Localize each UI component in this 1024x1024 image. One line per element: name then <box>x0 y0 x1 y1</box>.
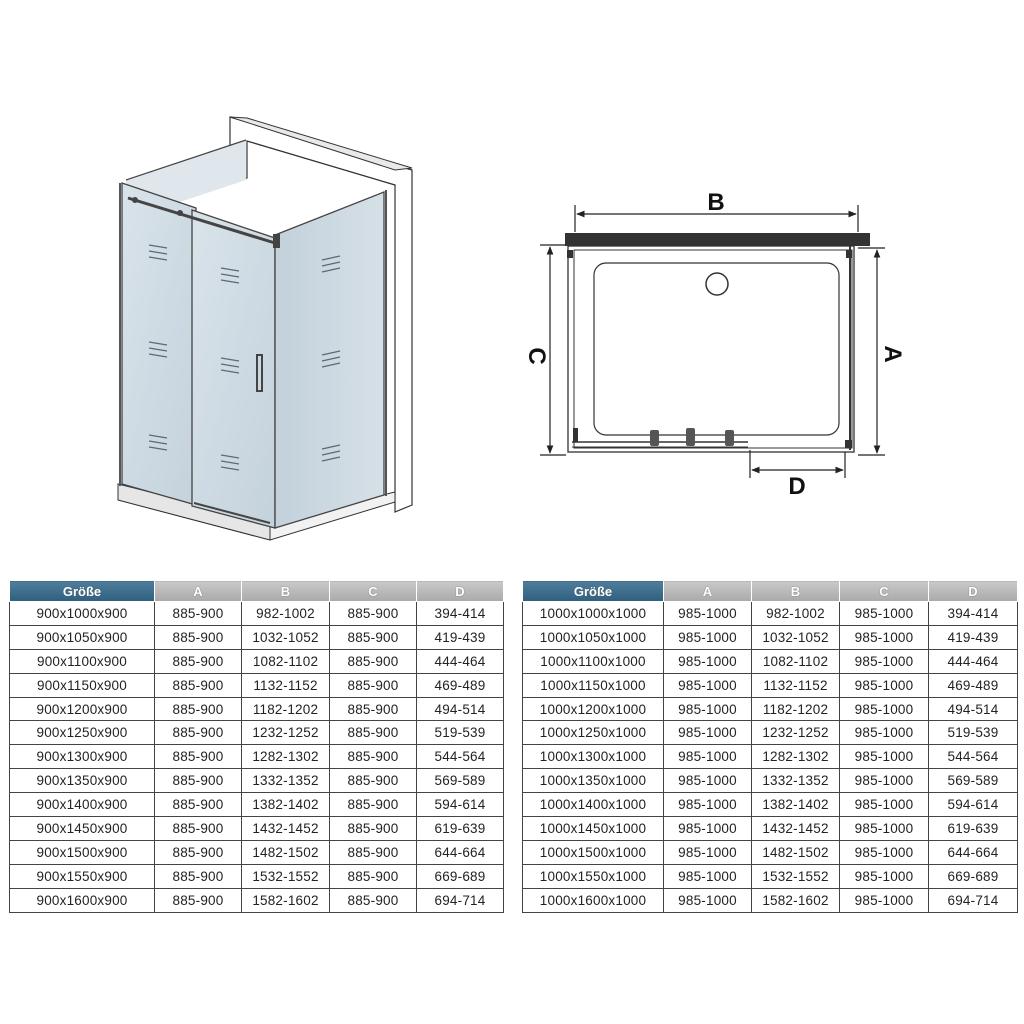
header-cell-a: A <box>155 581 242 602</box>
table-cell: 885-900 <box>155 817 242 841</box>
table-cell: 594-614 <box>417 793 504 817</box>
table-body <box>523 602 1018 913</box>
header-cell-c: C <box>840 581 929 602</box>
table-cell: 885-900 <box>330 840 417 864</box>
table-cell: 1232-1252 <box>752 721 840 745</box>
table-cell: 900x1350x900 <box>10 769 155 793</box>
table-cell: 1332-1352 <box>242 769 330 793</box>
table-cell: 1000x1500x1000 <box>523 840 664 864</box>
table-row <box>10 673 504 697</box>
table-body <box>10 602 504 913</box>
table-cell: 900x1100x900 <box>10 649 155 673</box>
roller <box>177 210 183 216</box>
table-cell: 1000x1200x1000 <box>523 697 664 721</box>
table-cell: 985-1000 <box>840 769 929 793</box>
table-cell: 1032-1052 <box>242 625 330 649</box>
table-cell: 885-900 <box>155 649 242 673</box>
table-cell: 885-900 <box>155 673 242 697</box>
header-cell-b: B <box>242 581 330 602</box>
table-cell: 1482-1502 <box>752 840 840 864</box>
table-cell: 885-900 <box>155 602 242 626</box>
table-cell: 885-900 <box>330 649 417 673</box>
table-cell: 1000x1250x1000 <box>523 721 664 745</box>
table-cell: 1232-1252 <box>242 721 330 745</box>
table-cell: 885-900 <box>155 625 242 649</box>
table-cell: 1282-1302 <box>242 745 330 769</box>
table-row <box>10 769 504 793</box>
table-cell: 900x1550x900 <box>10 864 155 888</box>
table-cell: 885-900 <box>330 625 417 649</box>
header-cell-d: D <box>417 581 504 602</box>
table-cell: 985-1000 <box>840 840 929 864</box>
table-cell: 1532-1552 <box>752 864 840 888</box>
table-cell: 619-639 <box>417 817 504 841</box>
table-cell: 544-564 <box>929 745 1018 769</box>
table-cell: 444-464 <box>929 649 1018 673</box>
table-cell: 885-900 <box>330 793 417 817</box>
table-cell: 1332-1352 <box>752 769 840 793</box>
table-cell: 1432-1452 <box>242 817 330 841</box>
table-cell: 900x1150x900 <box>10 673 155 697</box>
table-cell: 1582-1602 <box>242 888 330 912</box>
table-cell: 569-589 <box>417 769 504 793</box>
dimension-label-b: B <box>707 189 725 216</box>
table-cell: 644-664 <box>929 840 1018 864</box>
table-row <box>10 817 504 841</box>
table-cell: 519-539 <box>929 721 1018 745</box>
table-cell: 644-664 <box>417 840 504 864</box>
table-cell: 985-1000 <box>664 840 752 864</box>
table-cell: 985-1000 <box>664 888 752 912</box>
table-cell: 469-489 <box>929 673 1018 697</box>
table-row <box>10 697 504 721</box>
table-cell: 885-900 <box>330 769 417 793</box>
header-cell-d: D <box>929 581 1018 602</box>
shower-enclosure-illustration <box>100 105 430 550</box>
table-cell: 900x1600x900 <box>10 888 155 912</box>
drain-icon <box>706 273 728 295</box>
table-row <box>10 602 504 626</box>
table-cell: 985-1000 <box>664 817 752 841</box>
table-row <box>523 745 1018 769</box>
header-cell-size: Größe <box>10 581 155 602</box>
table-cell: 1000x1550x1000 <box>523 864 664 888</box>
table-cell: 985-1000 <box>840 602 929 626</box>
table-cell: 469-489 <box>417 673 504 697</box>
table-row <box>10 793 504 817</box>
size-table-900 <box>9 580 504 913</box>
table-cell: 885-900 <box>155 697 242 721</box>
table-cell: 885-900 <box>155 888 242 912</box>
header-cell-c: C <box>330 581 417 602</box>
table-cell: 1000x1000x1000 <box>523 602 664 626</box>
table-row <box>10 649 504 673</box>
table-cell: 669-689 <box>417 864 504 888</box>
table-cell: 885-900 <box>155 864 242 888</box>
table-cell: 985-1000 <box>840 745 929 769</box>
table-cell: 900x1300x900 <box>10 745 155 769</box>
table-cell: 982-1002 <box>242 602 330 626</box>
table-cell: 985-1000 <box>840 673 929 697</box>
table-cell: 419-439 <box>929 625 1018 649</box>
table-cell: 1000x1100x1000 <box>523 649 664 673</box>
table-cell: 1082-1102 <box>242 649 330 673</box>
table-cell: 494-514 <box>929 697 1018 721</box>
table-cell: 1132-1152 <box>752 673 840 697</box>
table-cell: 1000x1600x1000 <box>523 888 664 912</box>
side-panel-glass <box>275 192 384 528</box>
table-row <box>10 745 504 769</box>
table-cell: 1582-1602 <box>752 888 840 912</box>
table-cell: 1182-1202 <box>242 697 330 721</box>
header-cell-b: B <box>752 581 840 602</box>
table-cell: 1000x1450x1000 <box>523 817 664 841</box>
table-cell: 619-639 <box>929 817 1018 841</box>
table-row <box>10 840 504 864</box>
table-cell: 1000x1350x1000 <box>523 769 664 793</box>
table-cell: 982-1002 <box>752 602 840 626</box>
dimension-label-a: A <box>879 345 906 363</box>
dimension-label-d: D <box>788 473 806 500</box>
table-cell: 985-1000 <box>840 817 929 841</box>
table-cell: 444-464 <box>417 649 504 673</box>
table-row <box>523 673 1018 697</box>
table-cell: 900x1200x900 <box>10 697 155 721</box>
table-cell: 519-539 <box>417 721 504 745</box>
table-cell: 985-1000 <box>664 673 752 697</box>
table-row <box>523 840 1018 864</box>
table-cell: 694-714 <box>929 888 1018 912</box>
table-cell: 885-900 <box>330 817 417 841</box>
table-header <box>10 581 504 602</box>
table-cell: 1000x1300x1000 <box>523 745 664 769</box>
table-cell: 544-564 <box>417 745 504 769</box>
table-cell: 594-614 <box>929 793 1018 817</box>
table-cell: 900x1050x900 <box>10 625 155 649</box>
table-cell: 1000x1400x1000 <box>523 793 664 817</box>
table-cell: 694-714 <box>417 888 504 912</box>
table-row <box>523 625 1018 649</box>
table-row <box>523 793 1018 817</box>
table-cell: 885-900 <box>330 888 417 912</box>
roller-icon <box>650 428 734 446</box>
table-cell: 1182-1202 <box>752 697 840 721</box>
table-cell: 1132-1152 <box>242 673 330 697</box>
table-cell: 985-1000 <box>664 697 752 721</box>
table-cell: 1382-1402 <box>752 793 840 817</box>
table-cell: 1482-1502 <box>242 840 330 864</box>
table-row <box>523 817 1018 841</box>
table-cell: 1432-1452 <box>752 817 840 841</box>
table-cell: 885-900 <box>155 721 242 745</box>
table-cell: 1000x1050x1000 <box>523 625 664 649</box>
table-cell: 900x1000x900 <box>10 602 155 626</box>
table-cell: 985-1000 <box>840 888 929 912</box>
table-cell: 900x1500x900 <box>10 840 155 864</box>
table-cell: 985-1000 <box>664 745 752 769</box>
table-cell: 885-900 <box>330 697 417 721</box>
table-cell: 1532-1552 <box>242 864 330 888</box>
table-row <box>523 888 1018 912</box>
header-cell-a: A <box>664 581 752 602</box>
table-cell: 1000x1150x1000 <box>523 673 664 697</box>
table-row <box>523 864 1018 888</box>
table-cell: 985-1000 <box>840 649 929 673</box>
table-cell: 985-1000 <box>664 769 752 793</box>
table-cell: 985-1000 <box>840 793 929 817</box>
table-cell: 985-1000 <box>664 793 752 817</box>
table-cell: 1082-1102 <box>752 649 840 673</box>
roller <box>132 197 138 203</box>
table-cell: 494-514 <box>417 697 504 721</box>
table-cell: 985-1000 <box>840 697 929 721</box>
table-cell: 985-1000 <box>840 625 929 649</box>
size-table-1000 <box>522 580 1018 913</box>
table-row <box>10 864 504 888</box>
table-cell: 394-414 <box>929 602 1018 626</box>
table-cell: 1382-1402 <box>242 793 330 817</box>
table-cell: 900x1400x900 <box>10 793 155 817</box>
table-row <box>10 888 504 912</box>
table-cell: 885-900 <box>155 745 242 769</box>
table-cell: 1032-1052 <box>752 625 840 649</box>
table-cell: 1282-1302 <box>752 745 840 769</box>
header-cell-size: Größe <box>523 581 664 602</box>
table-cell: 900x1250x900 <box>10 721 155 745</box>
table-row <box>523 602 1018 626</box>
dimension-label-c: C <box>523 347 550 365</box>
table-cell: 885-900 <box>330 721 417 745</box>
table-cell: 885-900 <box>155 840 242 864</box>
table-cell: 419-439 <box>417 625 504 649</box>
table-cell: 885-900 <box>330 864 417 888</box>
table-cell: 569-589 <box>929 769 1018 793</box>
table-row <box>10 721 504 745</box>
table-cell: 669-689 <box>929 864 1018 888</box>
table-header <box>523 581 1018 602</box>
table-row <box>10 625 504 649</box>
table-cell: 885-900 <box>155 793 242 817</box>
table-cell: 985-1000 <box>664 721 752 745</box>
table-cell: 900x1450x900 <box>10 817 155 841</box>
plan-view-diagram <box>520 180 906 500</box>
table-cell: 985-1000 <box>664 602 752 626</box>
table-row <box>523 649 1018 673</box>
table-cell: 985-1000 <box>664 625 752 649</box>
table-cell: 985-1000 <box>840 721 929 745</box>
table-cell: 985-1000 <box>840 864 929 888</box>
table-cell: 394-414 <box>417 602 504 626</box>
wall-strip <box>565 233 870 246</box>
table-row <box>523 721 1018 745</box>
table-cell: 985-1000 <box>664 649 752 673</box>
table-cell: 885-900 <box>155 769 242 793</box>
table-row <box>523 769 1018 793</box>
table-cell: 885-900 <box>330 673 417 697</box>
table-cell: 885-900 <box>330 745 417 769</box>
table-row <box>523 697 1018 721</box>
table-cell: 985-1000 <box>664 864 752 888</box>
table-cell: 885-900 <box>330 602 417 626</box>
